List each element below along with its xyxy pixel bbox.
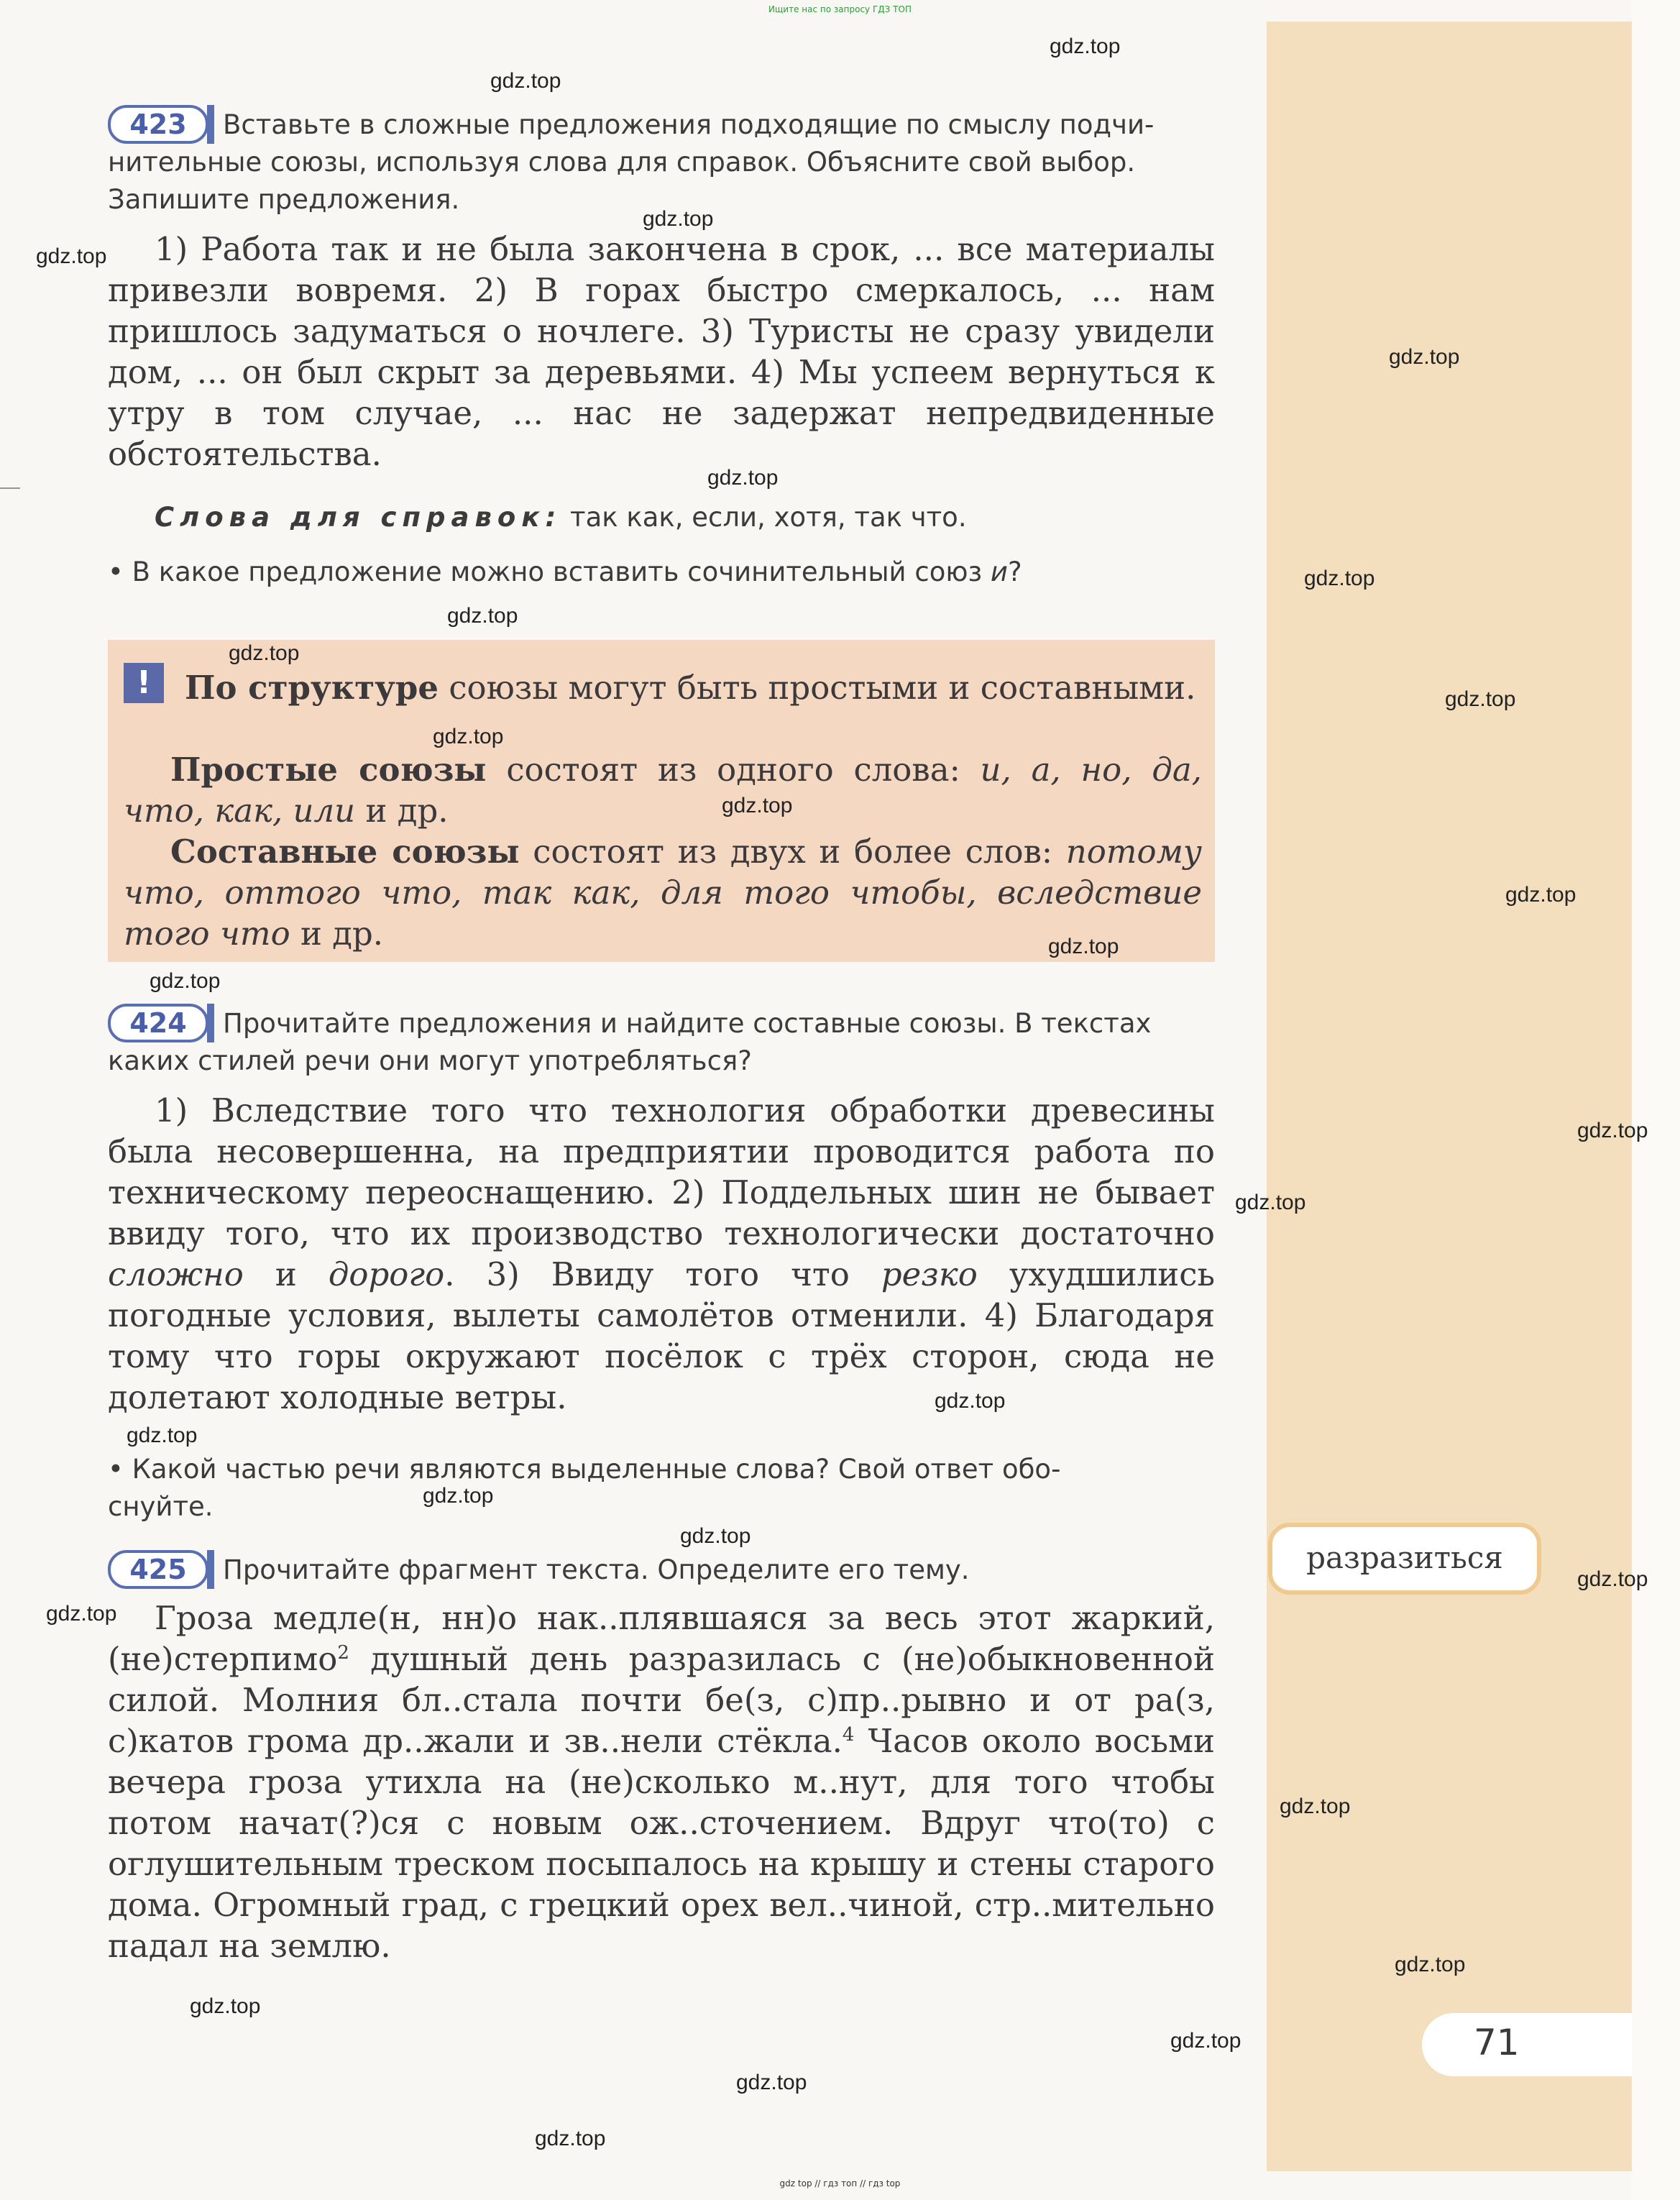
ex424-italic-2: дорого <box>328 1255 445 1293</box>
watermark: gdz.top <box>127 1424 198 1447</box>
watermark: gdz.top <box>935 1389 1006 1413</box>
watermark: gdz.top <box>1170 2029 1241 2053</box>
question-mark: ? <box>1007 556 1022 587</box>
ex424-text-a: 1) Вследствие того что технология обработки древесины была несовершенна, на предприятии проводится работа по техническому переоснащению. 2) Поддельных шин не бывает ввиду того, что их производство технологически достаточно <box>108 1091 1215 1252</box>
ex424-text-b: и <box>243 1255 329 1293</box>
exercise-424-question-line2: снуйте. <box>108 1491 214 1522</box>
rule-paragraph-1 <box>124 667 1202 708</box>
ex424-italic-1: сложно <box>108 1255 244 1293</box>
exercise-423-reference <box>155 499 967 536</box>
exercise-424-question-line1: • Какой частью речи являются выделенные слова? Свой ответ обо- <box>108 1454 1061 1485</box>
exercise-425-number: 425 <box>129 1554 187 1585</box>
exercise-424-task-line2: каких стилей речи они могут употребляться? <box>108 1045 752 1076</box>
watermark: gdz.top <box>722 794 793 817</box>
rule-p1-rest: союзы могут быть простыми и составными. <box>439 669 1196 707</box>
rule-p2-bold: Простые союзы <box>170 751 487 789</box>
rule-p3-end: и др. <box>290 915 384 953</box>
watermark: gdz.top <box>36 244 107 268</box>
exercise-423-number: 423 <box>129 109 187 140</box>
rule-p3-bold: Составные союзы <box>170 833 520 871</box>
top-banner[interactable]: Ищите нас по запросу ГДЗ ТОП <box>768 4 912 14</box>
watermark: gdz.top <box>535 2127 606 2150</box>
watermark: gdz.top <box>433 725 504 748</box>
exercise-423-task-line2: нительные союзы, используя слова для справок. Объясните свой выбор. <box>108 147 1136 178</box>
watermark: gdz.top <box>1235 1191 1306 1214</box>
ex425-text-b: душный день разразилась с (не)обыкновенной силой. Молния бл..стала почти бе(з, с)пр..рывно и от ра(з, с)катов грома др..жали и зв..нели стёкла. <box>108 1640 1215 1760</box>
exclamation-icon: ! <box>124 663 164 703</box>
watermark: gdz.top <box>1280 1795 1351 1818</box>
ex425-text-c: Часов около восьми вечера гроза утихла на (не)сколько м..нут, для того чтобы потом начат(?)ся с новым ож..сточением. Вдруг что(то) с оглушительным треском посыпалось на крышу и стены старого дома. Огромный град, с грецкий орех вел..чиной, стр..мительно падал на землю. <box>108 1722 1216 1965</box>
question-text: • В какое предложение можно вставить сочинительный союз <box>108 556 991 587</box>
watermark: gdz.top <box>1048 935 1119 958</box>
exercise-424-task-line1: Прочитайте предложения и найдите составные союзы. В текстах <box>223 1008 1152 1039</box>
watermark: gdz.top <box>736 2071 807 2094</box>
watermark: gdz.top <box>1389 345 1460 369</box>
exercise-423-question <box>108 554 1022 591</box>
ex425-footnote-4: 4 <box>842 1724 855 1746</box>
rule-p1-bold: По структуре <box>185 669 439 707</box>
watermark: gdz.top <box>1577 1119 1648 1142</box>
exercise-423-text: 1) Работа так и не была закончена в срок, ... все материалы привезли вовремя. 2) В горах быстро смеркалось, ... нам пришлось задуматься о ночлеге. 3) Туристы не сразу увидели дом, ... он был скрыт за деревьями. 4) Мы успеем вернуться к утру в том случае, ... нас не задержат непредвиденные обстоятельства. <box>108 230 1215 473</box>
ex425-text-a: Гроза медле(н, нн)о нак..плявшаяся за весь этот жаркий, (не)стерпимо <box>108 1599 1215 1678</box>
watermark: gdz.top <box>423 1484 494 1508</box>
watermark: gdz.top <box>1050 35 1121 58</box>
watermark: gdz.top <box>1577 1567 1648 1591</box>
footer-links[interactable]: gdz top // гдз топ // гдз top <box>779 2178 901 2188</box>
watermark: gdz.top <box>190 1994 261 2018</box>
watermark: gdz.top <box>1304 567 1375 590</box>
watermark: gdz.top <box>229 641 300 665</box>
reference-title: Слова для справок: <box>155 502 562 533</box>
exercise-424-text <box>108 1090 1215 1418</box>
question-italic-word: и <box>990 556 1008 587</box>
ex424-italic-3: резко <box>881 1255 978 1293</box>
page-edge <box>1632 0 1680 2200</box>
rule-paragraph-2 <box>124 749 1202 831</box>
exercise-425-task: Прочитайте фрагмент текста. Определите его тему. <box>223 1554 970 1585</box>
watermark: gdz.top <box>643 207 714 231</box>
watermark: gdz.top <box>490 69 561 93</box>
rule-p2-italic: и, а, но, да, что, как, или <box>124 751 1202 830</box>
exercise-425-text <box>108 1598 1215 1966</box>
rule-paragraph-3 <box>124 831 1202 954</box>
rule-p2-rest: состоят из одного слова: <box>486 751 981 789</box>
exercise-423-task-line1: Вставьте в сложные предложения подходящие по смыслу подчи- <box>223 109 1155 140</box>
exercise-424-number: 424 <box>129 1007 187 1039</box>
ex424-text-d: ухудшились погодные условия, вылеты самолётов отменили. 4) Благодаря тому что горы окружают посёлок с трёх сторон, сюда не долетают холодные ветры. <box>108 1255 1215 1416</box>
exercise-425-badge <box>108 1550 208 1589</box>
page-number: 71 <box>1474 2022 1520 2063</box>
side-margin-strip <box>1267 22 1632 2171</box>
exercise-423-task-line3: Запишите предложения. <box>108 184 460 215</box>
rule-p2-end: и др. <box>355 792 449 830</box>
watermark: gdz.top <box>707 466 779 490</box>
watermark: gdz.top <box>447 604 518 628</box>
ex424-text-c: . 3) Ввиду того что <box>444 1255 881 1293</box>
watermark: gdz.top <box>680 1524 751 1548</box>
binding-mark <box>0 487 20 499</box>
rule-p3-italic: потому что, оттого что, так как, для того чтобы, вследствие того что <box>124 833 1202 953</box>
vocabulary-word-card: разразиться <box>1268 1523 1541 1595</box>
page-number-box <box>1422 2013 1632 2076</box>
reference-words: так как, если, хотя, так что. <box>570 502 967 533</box>
rule-p3-rest: состоят из двух и более слов: <box>519 833 1066 871</box>
watermark: gdz.top <box>46 1602 117 1626</box>
watermark: gdz.top <box>1445 687 1516 711</box>
watermark: gdz.top <box>1505 883 1576 907</box>
exercise-423-badge <box>108 105 208 144</box>
exercise-424-badge <box>108 1004 208 1042</box>
watermark: gdz.top <box>150 969 221 993</box>
watermark: gdz.top <box>1395 1953 1466 1976</box>
ex425-footnote-2: 2 <box>337 1642 349 1664</box>
